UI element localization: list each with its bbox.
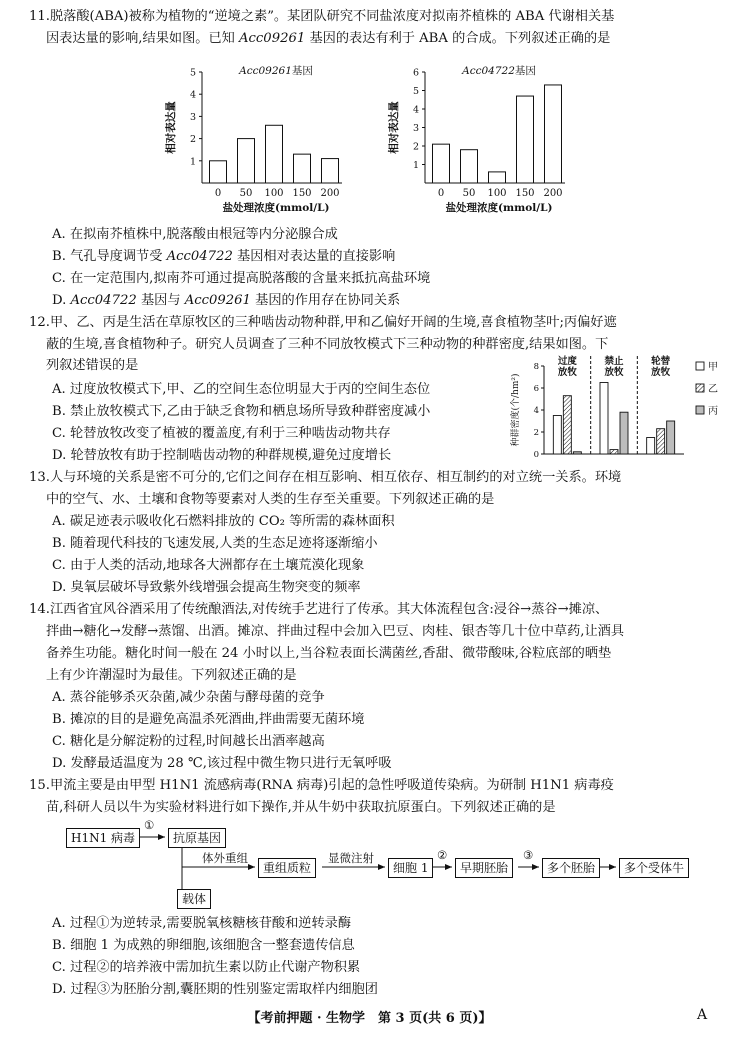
- chart2-y-tick-label: 5: [412, 86, 419, 97]
- q14-option-d[interactable]: D. 发酵最适温度为 28 ℃,该过程中微生物只进行无氧呼吸: [52, 756, 392, 771]
- q15-option-a[interactable]: A. 过程①为逆转录,需要脱氧核糖核苷酸和逆转录酶: [52, 916, 352, 931]
- q14-number: 14.: [29, 602, 50, 617]
- chart2-title-suffix: 基因: [514, 65, 536, 77]
- chart1-title-gene: Acc09261: [239, 65, 292, 77]
- chart3-y-tick-label: 6: [533, 384, 539, 394]
- flow-box-multi-cattle: 多个受体牛: [619, 858, 689, 878]
- q13-option-a[interactable]: A. 碳足迹表示吸收化石燃料排放的 CO₂ 等所需的森林面积: [52, 514, 395, 529]
- chart2-x-label: 盐处理浓度(mmol/L): [445, 202, 553, 214]
- q13-stem-line2: 中的空气、水、土壤和食物等要素对人类的生存至关重要。下列叙述正确的是: [46, 492, 495, 507]
- q11-stem-line1: 11.脱落酸(ABA)被称为植物的“逆境之素”。某团队研究不同盐浓度对拟南芥植株的 ABA 代谢相关基: [29, 9, 615, 24]
- q12-number: 12.: [29, 315, 50, 330]
- q12-option-c[interactable]: C. 轮替放牧改变了植被的覆盖度,有利于三种啮齿动物共存: [52, 426, 391, 441]
- chart2-bar: [433, 144, 450, 183]
- chart-acc04722-svg: [383, 60, 583, 215]
- flow-label-step1: ①: [144, 818, 155, 832]
- chart2-y-tick-label: 1: [412, 160, 419, 171]
- flow-box-multi-embryo: 多个胚胎: [542, 858, 600, 878]
- chart1-bar: [322, 159, 339, 183]
- chart2-y-tick-label: 2: [412, 141, 419, 153]
- q12-option-a[interactable]: A. 过度放牧模式下,甲、乙的空间生态位明显大于丙的空间生态位: [52, 382, 431, 397]
- chart3-legend-swatch: [696, 384, 704, 392]
- chart3-group-label: 放牧: [651, 367, 671, 378]
- chart2-x-tick-label: 0: [437, 188, 445, 199]
- q12-option-b[interactable]: B. 禁止放牧模式下,乙由于缺乏食物和栖息场所导致种群密度减小: [52, 404, 431, 419]
- chart3-bar-乙: [610, 450, 618, 454]
- chart3-bar-甲: [600, 383, 608, 455]
- flow-box-antigen-gene: 抗原基因: [168, 828, 226, 848]
- chart2-title: [461, 64, 536, 77]
- chart3-group-label: 过度: [557, 356, 577, 367]
- flow-box-vector: 载体: [177, 889, 211, 909]
- chart2-bar: [517, 96, 534, 183]
- chart2-bar: [545, 85, 562, 183]
- flow-box-early-embryo: 早期胚胎: [455, 858, 513, 878]
- chart1-x-tick-label: 100: [264, 188, 284, 199]
- flow-label-step3: ③: [523, 848, 534, 862]
- chart-acc04722: [383, 60, 583, 219]
- chart3-group-label: 禁止: [604, 356, 624, 367]
- chart1-bar: [294, 154, 311, 183]
- chart-acc09261-svg: [160, 60, 360, 215]
- chart1-bar: [266, 125, 283, 183]
- q11-option-d[interactable]: D. Acc04722 基因与 Acc09261 基因的作用存在协同关系: [52, 293, 401, 308]
- chart3-bar-丙: [667, 421, 675, 454]
- chart1-x-label: 盐处理浓度(mmol/L): [222, 202, 330, 214]
- chart2-title-gene: Acc04722: [462, 65, 515, 77]
- chart2-y-label: 相对表达量: [388, 101, 400, 154]
- chart2-x-tick-label: 100: [487, 188, 507, 199]
- q11-option-c[interactable]: C. 在一定范围内,拟南芥可通过提高脱落酸的含量来抵抗高盐环境: [52, 271, 431, 286]
- q13-option-c[interactable]: C. 由于人类的活动,地球各大洲都存在土壤荒漠化现象: [52, 558, 365, 573]
- chart2-x-tick-label: 150: [515, 188, 535, 199]
- q15-option-c[interactable]: C. 过程②的培养液中需加抗生素以防止代谢产物积累: [52, 960, 361, 975]
- chart1-title: [238, 64, 313, 77]
- q11-option-a[interactable]: A. 在拟南芥植株中,脱落酸由根冠等内分泌腺合成: [52, 227, 338, 242]
- chart1-y-tick-label: 5: [189, 67, 196, 79]
- q14-stem-line3: 备养生功能。糖化时间一般在 24 小时以上,当谷粒表面长满菌丝,香甜、微带酸味,谷粒底部的晒垫: [46, 646, 612, 661]
- chart2-y-tick-label: 4: [412, 104, 419, 116]
- chart2-y-tick-label: 6: [412, 67, 419, 79]
- chart3-bar-乙: [563, 396, 571, 454]
- q12-stem-line3: 列叙述错误的是: [46, 358, 139, 373]
- page-footer: 【考前押题 · 生物学 第 3 页(共 6 页)】: [247, 1011, 492, 1026]
- chart-grazing-svg: [506, 354, 731, 464]
- q14-stem-line1: 14.江西省宜风谷酒采用了传统酿酒法,对传统手艺进行了传承。其大体流程包含:浸谷→蒸谷→摊凉、: [29, 602, 609, 617]
- chart3-legend-label: 乙: [708, 384, 718, 395]
- chart1-bar: [210, 161, 227, 183]
- chart3-bar-乙: [657, 429, 665, 454]
- q14-stem-line2: 拌曲→糖化→发酵→蒸馏、出酒。摊凉、拌曲过程中会加入巴豆、肉桂、银杏等几十位中草药,让酒具: [46, 624, 625, 639]
- flow-box-recomb-plasmid: 重组质粒: [258, 858, 316, 878]
- chart3-group-label: 放牧: [557, 367, 577, 378]
- chart3-legend-swatch: [696, 362, 704, 370]
- chart3-bar-甲: [647, 438, 655, 455]
- q15-stem-line2: 苗,科研人员以牛为实验材料进行如下操作,并从牛奶中获取抗原蛋白。下列叙述正确的是: [46, 800, 556, 815]
- chart3-legend-label: 甲: [708, 362, 718, 373]
- chart2-bar: [489, 172, 506, 183]
- chart3-group-label: 放牧: [604, 367, 624, 378]
- chart3-bar-丙: [620, 412, 628, 454]
- chart-grazing: [506, 354, 731, 468]
- chart3-legend-swatch: [696, 406, 704, 414]
- chart2-x-tick-label: 50: [462, 188, 476, 199]
- chart3-y-tick-label: 2: [533, 428, 539, 438]
- chart3-y-label: 种群密度(个/hm²): [511, 373, 521, 447]
- q15-option-d[interactable]: D. 过程③为胚胎分割,囊胚期的性别鉴定需取样内细胞团: [52, 982, 378, 997]
- q14-stem-line4: 上有少许潮湿时为最佳。下列叙述正确的是: [46, 668, 297, 683]
- chart3-legend-label: 丙: [708, 406, 718, 417]
- q15-stem-line1: 15.甲流主要是由甲型 H1N1 流感病毒(RNA 病毒)引起的急性呼吸道传染病。为研制 H1N1 病毒疫: [29, 778, 614, 793]
- q11-stem-line2: 因表达量的影响,结果如图。已知 Acc09261 基因的表达有利于 ABA 的合成。下列叙述正确的是: [46, 31, 611, 46]
- chart2-x-tick-label: 200: [543, 188, 563, 199]
- q14-option-a[interactable]: A. 蒸谷能够杀灭杂菌,减少杂菌与酵母菌的竞争: [52, 690, 325, 705]
- chart1-x-tick-label: 200: [320, 188, 340, 199]
- chart1-y-tick-label: 3: [189, 111, 196, 123]
- q13-option-b[interactable]: B. 随着现代科技的飞速发展,人类的生态足迹将逐渐缩小: [52, 536, 378, 551]
- chart3-y-tick-label: 0: [533, 450, 539, 460]
- q12-stem-line2: 蔽的生境,喜食植物种子。研究人员调查了三种不同放牧模式下三种动物的种群密度,结果如图。下: [46, 337, 609, 352]
- chart-acc09261: [160, 60, 360, 219]
- q13-option-d[interactable]: D. 臭氧层破坏导致紫外线增强会提高生物突变的频率: [52, 580, 361, 595]
- flow-box-cell1: 细胞 1: [388, 858, 433, 878]
- q13-stem-line1: 13.人与环境的关系是密不可分的,它们之间存在相互影响、相互依存、相互制约的对立统一关系。环境: [29, 470, 622, 485]
- chart1-y-tick-label: 2: [189, 134, 196, 146]
- q14-option-c[interactable]: C. 糖化是分解淀粉的过程,时间越长出酒率越高: [52, 734, 325, 749]
- chart3-y-tick-label: 8: [533, 362, 539, 372]
- flow-label-step2: ②: [437, 848, 448, 862]
- q13-number: 13.: [29, 470, 50, 485]
- q12-option-d[interactable]: D. 轮替放牧有助于控制啮齿动物的种群规模,避免过度增长: [52, 448, 392, 463]
- chart1-x-tick-label: 150: [292, 188, 312, 199]
- flow-label-invitro: 体外重组: [202, 851, 248, 865]
- chart1-y-label: 相对表达量: [165, 101, 177, 154]
- chart3-bar-甲: [553, 416, 561, 455]
- chart2-bar: [461, 150, 478, 183]
- q12-stem-line1: 12.甲、乙、丙是生活在草原牧区的三种啮齿动物种群,甲和乙偏好开阔的生境,喜食植物茎叶;丙偏好遮: [29, 315, 617, 330]
- chart1-bar: [238, 139, 255, 183]
- chart3-y-tick-label: 4: [533, 406, 539, 416]
- q15-option-b[interactable]: B. 细胞 1 为成熟的卵细胞,该细胞含一整套遗传信息: [52, 938, 355, 953]
- chart1-y-tick-label: 1: [189, 156, 196, 168]
- chart1-title-suffix: 基因: [291, 65, 313, 77]
- q14-option-b[interactable]: B. 摊凉的目的是避免高温杀死酒曲,拌曲需要无菌环境: [52, 712, 365, 727]
- chart1-x-tick-label: 0: [214, 188, 222, 199]
- flow-box-virus: H1N1 病毒: [66, 828, 140, 848]
- paper-version-code: A: [697, 1007, 708, 1023]
- chart1-y-tick-label: 4: [189, 89, 196, 101]
- flow-label-microinject: 显微注射: [328, 851, 374, 865]
- q15-number: 15.: [29, 778, 50, 793]
- chart3-group-label: 轮替: [651, 356, 671, 367]
- chart2-y-tick-label: 3: [412, 123, 419, 134]
- q11-number: 11.: [29, 9, 50, 24]
- chart1-x-tick-label: 50: [239, 188, 253, 199]
- chart3-bar-丙: [573, 452, 581, 454]
- q11-option-b[interactable]: B. 气孔导度调节受 Acc04722 基因相对表达量的直接影响: [52, 249, 396, 264]
